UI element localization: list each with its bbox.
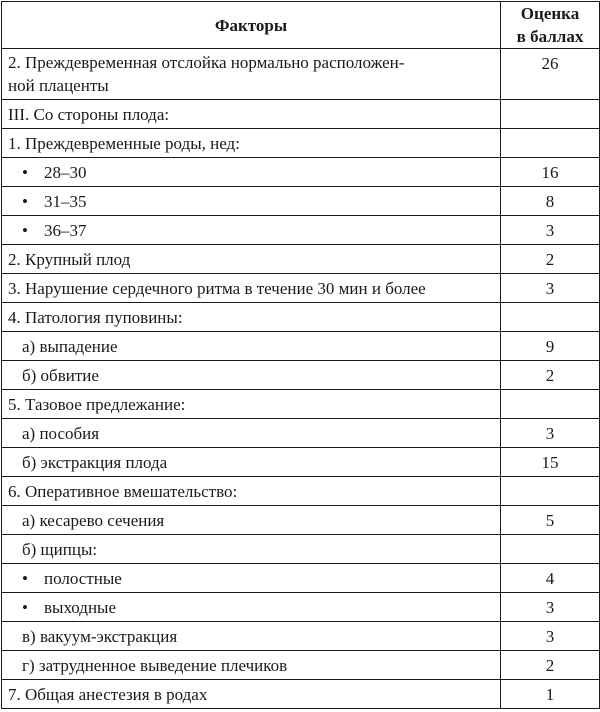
factor-score: 8 [501, 187, 600, 216]
factor-name: 1. Преждевременные роды, нед: [2, 129, 501, 158]
bullet-icon: • [22, 191, 28, 211]
table-row [2, 303, 600, 332]
factor-name: 5. Тазовое предлежание: [2, 390, 501, 419]
table-row [2, 448, 600, 477]
factor-name-line-1: 2. Преждевременная отслойка нормально расположен- [8, 53, 405, 72]
factor-score: 9 [501, 332, 600, 361]
factor-subitem: в) вакуум-экстракция [2, 622, 501, 651]
factor-name: 31–35 [44, 191, 87, 211]
factor-name: 2. Крупный плод [2, 245, 501, 274]
factor-score: 2 [501, 651, 600, 680]
table-row [2, 274, 600, 303]
factor-score: 2 [501, 361, 600, 390]
factor-score [501, 390, 600, 419]
bullet-icon: • [22, 568, 28, 588]
bullet-icon: • [22, 220, 28, 240]
factor-name: 36–37 [44, 220, 87, 240]
factor-name [2, 49, 501, 100]
factor-name: 7. Общая анестезия в родах [2, 680, 501, 709]
table-row [2, 593, 600, 622]
table-row [2, 332, 600, 361]
factor-score: 5 [501, 506, 600, 535]
factor-subitem [2, 187, 501, 216]
factor-subitem: б) экстракция плода [2, 448, 501, 477]
table-row [2, 622, 600, 651]
factor-score: 3 [501, 216, 600, 245]
table-row [2, 680, 600, 709]
table-row [2, 49, 600, 100]
table-row [2, 158, 600, 187]
factors-column-header: Факторы [2, 2, 501, 49]
score-header-line-2: в баллах [516, 27, 584, 46]
table-row [2, 506, 600, 535]
bullet-icon: • [22, 162, 28, 182]
table-row [2, 390, 600, 419]
table-row [2, 361, 600, 390]
factor-subitem: г) затрудненное выведение плечиков [2, 651, 501, 680]
score-column-header [501, 2, 600, 49]
table-row [2, 477, 600, 506]
table-row [2, 535, 600, 564]
factor-score: 16 [501, 158, 600, 187]
factor-subitem: а) пособия [2, 419, 501, 448]
factor-score: 1 [501, 680, 600, 709]
table-row [2, 100, 600, 129]
table-row [2, 187, 600, 216]
factor-score: 3 [501, 622, 600, 651]
factor-name-line-2: ной плаценты [8, 76, 109, 95]
factor-name: 6. Оперативное вмешательство: [2, 477, 501, 506]
factor-name: 3. Нарушение сердечного ритма в течение 30 мин и более [2, 274, 501, 303]
section-heading: III. Со стороны плода: [2, 100, 501, 129]
factor-score: 26 [501, 49, 600, 100]
factor-subitem [2, 216, 501, 245]
factor-score: 3 [501, 419, 600, 448]
factor-score: 3 [501, 593, 600, 622]
table-row [2, 419, 600, 448]
bullet-icon: • [22, 597, 28, 617]
factor-name: выходные [44, 597, 117, 617]
factor-subitem [2, 158, 501, 187]
factor-name: 4. Патология пуповины: [2, 303, 501, 332]
factor-subitem [2, 593, 501, 622]
score-header-line-1: Оценка [520, 4, 580, 23]
factor-score: 15 [501, 448, 600, 477]
factor-subitem [2, 564, 501, 593]
factor-score [501, 129, 600, 158]
factor-score: 3 [501, 274, 600, 303]
factor-score [501, 100, 600, 129]
factor-score: 2 [501, 245, 600, 274]
factor-score: 4 [501, 564, 600, 593]
table-header-row [2, 2, 600, 49]
factor-name: полостные [44, 568, 122, 588]
factor-subitem: а) выпадение [2, 332, 501, 361]
factor-subitem: а) кесарево сечения [2, 506, 501, 535]
table-row [2, 245, 600, 274]
table-row [2, 564, 600, 593]
factor-score [501, 303, 600, 332]
factor-score [501, 535, 600, 564]
factor-score [501, 477, 600, 506]
table-row [2, 216, 600, 245]
table-row [2, 129, 600, 158]
factor-subitem: б) щипцы: [2, 535, 501, 564]
risk-factors-table [1, 1, 600, 709]
factor-subitem: б) обвитие [2, 361, 501, 390]
factor-name: 28–30 [44, 162, 87, 182]
table-row [2, 651, 600, 680]
